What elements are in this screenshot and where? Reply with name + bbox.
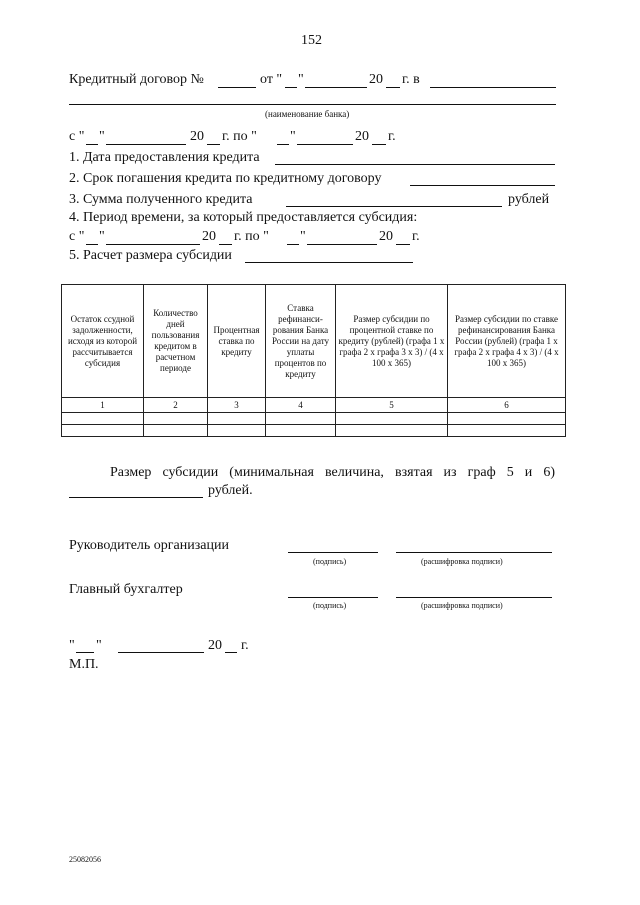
bank-name-field [69,104,556,105]
table-cell [266,413,336,425]
accountant-signature-caption: (подпись) [313,601,347,610]
table-row [62,425,566,437]
agreement-label: Кредитный договор № [69,72,204,87]
item-4-quote-1: " [99,229,105,244]
table-cell [266,425,336,437]
item-4-from-month-field [106,244,200,245]
column-number-cell: 4 [266,398,336,413]
head-decoding-field [396,552,552,553]
table-header-cell: Размер субсидии по ставке рефинансирования Банка России (рублей) (графа 1 x графа 2 x графа 4 x 3) / (4 x 100 x 365) [448,285,566,398]
period-to-day-field [277,144,289,145]
item-4-from-day-field [86,244,98,245]
period-from-day-field [86,144,98,145]
table-cell [208,413,266,425]
subsidy-amount-text: Размер субсидии (минимальная величина, взятая из граф 5 и 6) [110,465,555,480]
table-header-cell: Ставка рефинанси-рования Банка России на дату уплаты процентов по кредиту [266,285,336,398]
table-cell [62,413,144,425]
chief-accountant-label: Главный бухгалтер [69,582,183,597]
bank-name-caption: (наименование банка) [265,109,350,119]
table-header-cell: Количество дней пользования кредитом в расчетном периоде [144,285,208,398]
item-4-to-year-field [396,244,410,245]
table-cell [62,425,144,437]
date-quote-open: " [69,638,75,653]
item-4-end-label: г. [412,229,420,244]
item-1-field [275,164,555,165]
table-cell [208,425,266,437]
agreement-year-field [386,87,400,88]
stamp-place-label: М.П. [69,657,99,672]
item-3-field [286,206,502,207]
item-5-label: 5. Расчет размера субсидии [69,248,232,263]
item-3-unit: рублей [508,192,550,207]
item-4-to-day-field [287,244,299,245]
agreement-city-field [430,87,556,88]
period-quote-1: " [99,129,105,144]
head-decoding-caption: (расшифровка подписи) [421,557,503,566]
table-header-row [62,285,566,398]
column-number-cell: 5 [336,398,448,413]
table-column-number-row [62,398,566,413]
column-number-cell: 2 [144,398,208,413]
column-number-cell: 1 [62,398,144,413]
table-cell [336,413,448,425]
item-4-to-label: г. по " [234,229,269,244]
item-4-from-label: с " [69,229,85,244]
agreement-date-from: от " [260,72,283,87]
subsidy-amount-field [69,497,203,498]
period-from-year-prefix: 20 [190,129,204,144]
table-cell [336,425,448,437]
date-year-suffix: г. [241,638,249,653]
column-number-cell: 3 [208,398,266,413]
period-from-label: с " [69,129,85,144]
head-signature-field [288,552,378,553]
item-4-from-year-field [219,244,232,245]
column-number-cell: 6 [448,398,566,413]
head-of-organization-label: Руководитель организации [69,538,229,553]
item-2-field [410,185,555,186]
table-header-cell: Остаток ссудной задолженности, исходя из которой рассчитывается субсидия [62,285,144,398]
head-signature-caption: (подпись) [313,557,347,566]
period-to-year-prefix: 20 [355,129,369,144]
date-year-prefix: 20 [208,638,222,653]
item-5-field [245,262,413,263]
table-cell [448,413,566,425]
table-cell [144,413,208,425]
document-code: 25082056 [69,855,101,864]
item-4-quote-2: " [300,229,306,244]
date-year-field [225,652,237,653]
accountant-decoding-caption: (расшифровка подписи) [421,601,503,610]
period-end-label: г. [388,129,396,144]
item-4-to-month-field [307,244,377,245]
table-cell [144,425,208,437]
page-number: 152 [301,33,322,48]
accountant-signature-field [288,597,378,598]
period-from-year-field [207,144,220,145]
table-row [62,413,566,425]
agreement-day-field [285,87,297,88]
agreement-month-field [305,87,367,88]
date-quote-close: " [96,638,102,653]
item-2-label: 2. Срок погашения кредита по кредитному договору [69,171,382,186]
period-to-year-field [372,144,386,145]
table-header-cell: Процентная ставка по кредиту [208,285,266,398]
period-from-month-field [106,144,186,145]
subsidy-amount-unit: рублей. [208,483,253,498]
period-to-month-field [297,144,353,145]
item-4-from-year-prefix: 20 [202,229,216,244]
table-header-cell: Размер субсидии по процентной ставке по кредиту (рублей) (графа 1 x графа 2 x графа 3 x 3) / (4 x 100 x 365) [336,285,448,398]
period-to-label: г. по " [222,129,257,144]
item-4-to-year-prefix: 20 [379,229,393,244]
date-month-field [118,652,204,653]
subsidy-table [61,284,566,437]
agreement-city-label: г. в [402,72,420,87]
agreement-year-prefix: 20 [369,72,383,87]
item-3-label: 3. Сумма полученного кредита [69,192,253,207]
table-cell [448,425,566,437]
period-quote-2: " [290,129,296,144]
item-4-label: 4. Период времени, за который предоставляется субсидия: [69,210,418,225]
accountant-decoding-field [396,597,552,598]
date-day-field [76,652,94,653]
agreement-number-field [218,87,256,88]
item-1-label: 1. Дата предоставления кредита [69,150,260,165]
agreement-quote-close: " [298,72,304,87]
